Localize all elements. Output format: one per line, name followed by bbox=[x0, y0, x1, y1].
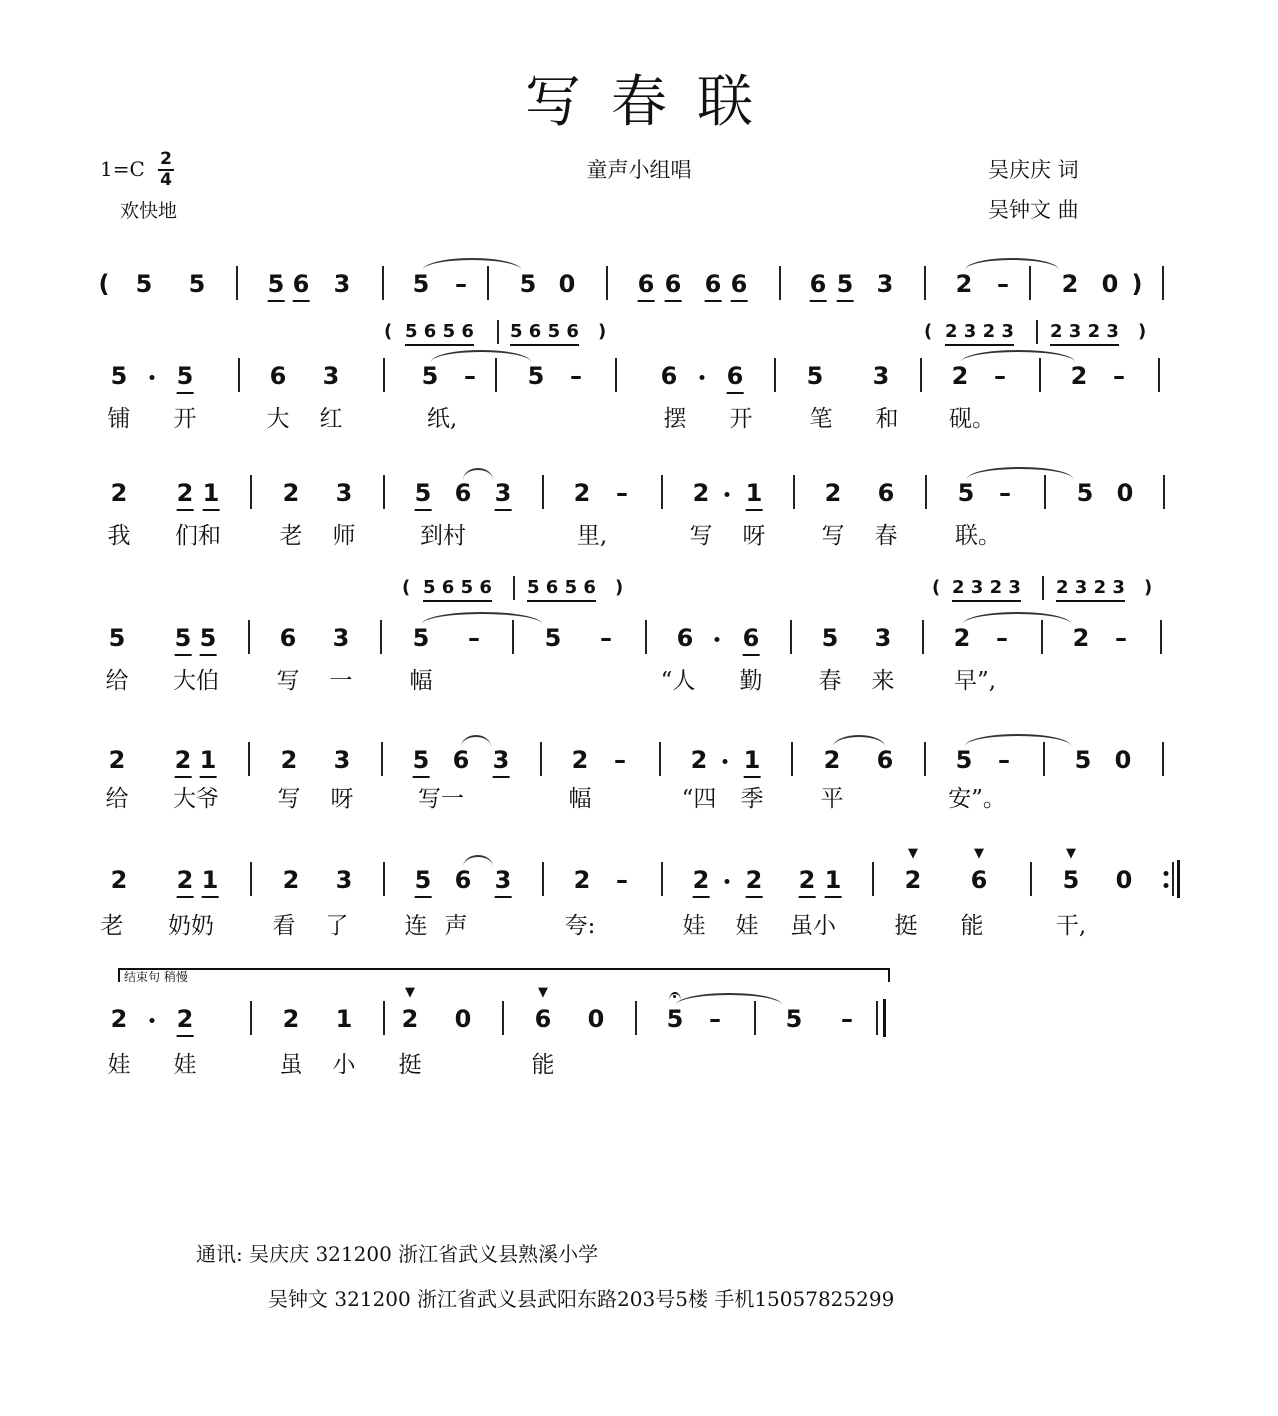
aug-dot bbox=[723, 759, 728, 764]
lyric: 和 bbox=[875, 406, 899, 432]
barline bbox=[502, 1001, 504, 1035]
note: 1 bbox=[203, 478, 220, 511]
lyric: 幅 bbox=[409, 668, 433, 694]
note: 0 bbox=[1115, 866, 1133, 894]
note: 3 bbox=[333, 270, 351, 298]
composer-credit: 吴钟文 曲 bbox=[988, 198, 1079, 222]
lyric: 砚。 bbox=[949, 406, 995, 432]
slur bbox=[463, 855, 493, 867]
lyric: 一 bbox=[329, 668, 353, 694]
barline bbox=[487, 266, 489, 300]
note: 5 bbox=[544, 624, 562, 652]
barline bbox=[876, 1001, 878, 1035]
note: 3 bbox=[495, 478, 512, 511]
note: 5 bbox=[110, 362, 128, 390]
note: 6 bbox=[638, 269, 655, 302]
lyric: “人 bbox=[660, 668, 696, 694]
contact-line-1: 通讯: 吴庆庆 321200 浙江省武义县熟溪小学 bbox=[196, 1242, 599, 1266]
dash: – bbox=[570, 362, 582, 390]
barline bbox=[250, 1001, 252, 1035]
dash: – bbox=[468, 624, 480, 652]
note: 2 bbox=[175, 745, 192, 778]
lyric: 摆 bbox=[663, 406, 687, 432]
dash: – bbox=[996, 624, 1008, 652]
note: 1 bbox=[200, 745, 217, 778]
barline bbox=[383, 475, 385, 509]
barline bbox=[248, 620, 250, 654]
fill-group: 5 6 5 6 bbox=[423, 576, 492, 602]
note: 2 bbox=[282, 479, 300, 507]
lyric: 呀 bbox=[742, 523, 766, 549]
note: 2 bbox=[177, 865, 194, 898]
note: 2 bbox=[110, 1005, 128, 1033]
note: 5 bbox=[188, 270, 206, 298]
note: 3 bbox=[322, 362, 340, 390]
lyric: “四 bbox=[681, 786, 717, 812]
fill-paren: ) bbox=[598, 321, 607, 342]
lyric: 勤 bbox=[739, 668, 763, 694]
note: 3 bbox=[493, 745, 510, 778]
tie bbox=[961, 350, 1075, 362]
barline bbox=[236, 266, 238, 300]
lyric: 娃 bbox=[173, 1052, 197, 1078]
lyric: 能 bbox=[531, 1052, 555, 1078]
barline bbox=[872, 862, 874, 896]
lyric: 开 bbox=[729, 406, 753, 432]
lyric: 写一 bbox=[418, 786, 464, 812]
barline bbox=[1158, 358, 1160, 392]
note: 6 bbox=[705, 269, 722, 302]
note: 5 bbox=[527, 362, 545, 390]
note: 1 bbox=[825, 865, 842, 898]
accent-mark: ▼ bbox=[538, 985, 548, 1000]
lyric: 开 bbox=[173, 406, 197, 432]
note: 0 bbox=[1101, 270, 1119, 298]
note: 5 bbox=[1076, 479, 1094, 507]
note: 5 bbox=[821, 624, 839, 652]
note: 5 bbox=[108, 624, 126, 652]
note: 5 bbox=[1074, 746, 1092, 774]
lyric: 红 bbox=[319, 406, 343, 432]
note: 5 bbox=[1062, 866, 1080, 894]
barline bbox=[383, 1001, 385, 1035]
barline bbox=[661, 475, 663, 509]
lyric: 干, bbox=[1055, 913, 1087, 939]
barline bbox=[1044, 475, 1046, 509]
note: 2 bbox=[282, 1005, 300, 1033]
fill-paren: ( bbox=[402, 577, 411, 598]
dash: – bbox=[997, 270, 1009, 298]
note: 2 bbox=[573, 866, 591, 894]
note: 2 bbox=[280, 746, 298, 774]
lyric: 挺 bbox=[894, 913, 918, 939]
note: 1 bbox=[744, 745, 761, 778]
aug-dot bbox=[150, 375, 155, 380]
fill-paren: ) bbox=[615, 577, 624, 598]
lyric: 能 bbox=[960, 913, 984, 939]
lyric: 娃 bbox=[107, 1052, 131, 1078]
lyric: 来 bbox=[871, 668, 895, 694]
tie bbox=[422, 612, 542, 624]
lyric: 娃 bbox=[682, 913, 706, 939]
note: 6 bbox=[970, 866, 988, 894]
barline bbox=[774, 358, 776, 392]
slur bbox=[463, 468, 493, 480]
lyric: 春 bbox=[818, 668, 842, 694]
tie bbox=[676, 993, 782, 1005]
repeat-dot bbox=[1164, 883, 1169, 888]
time-denominator: 4 bbox=[158, 169, 174, 190]
barline bbox=[635, 1001, 637, 1035]
accent-mark: ▼ bbox=[974, 846, 984, 861]
note: 5 bbox=[957, 479, 975, 507]
barline bbox=[542, 475, 544, 509]
lyric: 写 bbox=[689, 523, 713, 549]
lyric: 平 bbox=[820, 786, 844, 812]
lyric: 幅 bbox=[568, 786, 592, 812]
tie bbox=[963, 612, 1071, 624]
note: 3 bbox=[874, 624, 892, 652]
barline bbox=[381, 742, 383, 776]
note: 0 bbox=[1114, 746, 1132, 774]
fill-barline bbox=[1036, 320, 1038, 344]
note: 2 bbox=[823, 746, 841, 774]
note: 5 bbox=[837, 269, 854, 302]
note: 5 bbox=[785, 1005, 803, 1033]
note: 5 bbox=[421, 362, 439, 390]
note: 3 bbox=[335, 479, 353, 507]
barline bbox=[382, 266, 384, 300]
barline bbox=[925, 475, 927, 509]
final-barline bbox=[883, 999, 886, 1037]
note: 5 bbox=[135, 270, 153, 298]
repeat-dot bbox=[1164, 871, 1169, 876]
lyric: 老 bbox=[100, 913, 124, 939]
note: 6 bbox=[876, 746, 894, 774]
note: 6 bbox=[731, 269, 748, 302]
barline bbox=[1030, 862, 1032, 896]
note: 6 bbox=[877, 479, 895, 507]
barline bbox=[1162, 266, 1164, 300]
slur bbox=[833, 735, 885, 747]
note: 0 bbox=[454, 1005, 472, 1033]
note: 5 bbox=[412, 624, 430, 652]
note: 0 bbox=[1116, 479, 1134, 507]
accent-mark: ▼ bbox=[405, 985, 415, 1000]
note: 2 bbox=[951, 362, 969, 390]
barline bbox=[542, 862, 544, 896]
note: 2 bbox=[571, 746, 589, 774]
fill-barline bbox=[513, 576, 515, 600]
barline bbox=[661, 862, 663, 896]
note: 2 bbox=[692, 479, 710, 507]
lyric: 小 bbox=[332, 1052, 356, 1078]
dash: – bbox=[614, 746, 626, 774]
song-title: 写春联 bbox=[525, 70, 783, 135]
lyric: 给 bbox=[105, 668, 129, 694]
lyric: 笔 bbox=[809, 406, 833, 432]
lyric: 老 bbox=[279, 523, 303, 549]
note: 5 bbox=[415, 478, 432, 511]
lyric: 安”。 bbox=[948, 786, 1006, 812]
lyric: 联。 bbox=[955, 523, 1001, 549]
lyric: 写 bbox=[277, 786, 301, 812]
accent-mark: ▼ bbox=[908, 846, 918, 861]
note: 6 bbox=[452, 746, 470, 774]
note: 2 bbox=[177, 1004, 194, 1037]
lyric: 写 bbox=[276, 668, 300, 694]
ending-bracket bbox=[118, 968, 890, 982]
repeat-barline bbox=[1177, 860, 1180, 898]
dash: – bbox=[1115, 624, 1127, 652]
note: 6 bbox=[676, 624, 694, 652]
lyric: 们和 bbox=[175, 523, 221, 549]
aug-dot bbox=[725, 492, 730, 497]
fill-paren: ) bbox=[1144, 577, 1153, 598]
note: 6 bbox=[269, 362, 287, 390]
lyric: 大 bbox=[266, 406, 290, 432]
lyric: 了 bbox=[325, 913, 349, 939]
lyric: 给 bbox=[105, 786, 129, 812]
barline bbox=[659, 742, 661, 776]
barline bbox=[495, 358, 497, 392]
note: 6 bbox=[454, 866, 472, 894]
note: 5 bbox=[415, 865, 432, 898]
note: 2 bbox=[904, 866, 922, 894]
barline bbox=[1160, 620, 1162, 654]
barline bbox=[540, 742, 542, 776]
lyric: 早”, bbox=[953, 668, 997, 694]
dash: – bbox=[464, 362, 476, 390]
barline bbox=[250, 862, 252, 896]
note: 1 bbox=[202, 865, 219, 898]
lyric: 挺 bbox=[398, 1052, 422, 1078]
barline bbox=[1172, 862, 1174, 896]
performer-note: 童声小组唱 bbox=[586, 158, 692, 182]
barline bbox=[512, 620, 514, 654]
barline bbox=[1163, 475, 1165, 509]
barline bbox=[238, 358, 240, 392]
barline bbox=[790, 620, 792, 654]
tie bbox=[431, 350, 531, 362]
barline bbox=[924, 742, 926, 776]
barline bbox=[380, 620, 382, 654]
note: 6 bbox=[665, 269, 682, 302]
note: 5 bbox=[177, 361, 194, 394]
note: 6 bbox=[743, 623, 760, 656]
note: 5 bbox=[412, 270, 430, 298]
barline bbox=[924, 266, 926, 300]
note: 2 bbox=[282, 866, 300, 894]
fill-paren: ( bbox=[384, 321, 393, 342]
lyric: 看 bbox=[272, 913, 296, 939]
fill-group: 2 3 2 3 bbox=[945, 320, 1014, 346]
note: 2 bbox=[690, 746, 708, 774]
note: 2 bbox=[799, 865, 816, 898]
barline bbox=[248, 742, 250, 776]
barline bbox=[791, 742, 793, 776]
note: 3 bbox=[335, 866, 353, 894]
note: 2 bbox=[573, 479, 591, 507]
lyric: 铺 bbox=[107, 406, 131, 432]
lyric: 大爷 bbox=[173, 786, 219, 812]
dash: – bbox=[600, 624, 612, 652]
fill-barline bbox=[497, 320, 499, 344]
note: ) bbox=[1131, 270, 1143, 298]
note: 2 bbox=[110, 479, 128, 507]
barline bbox=[645, 620, 647, 654]
barline bbox=[606, 266, 608, 300]
fill-paren: ( bbox=[932, 577, 941, 598]
note: 2 bbox=[108, 746, 126, 774]
accent-mark: ▼ bbox=[1066, 846, 1076, 861]
note: 2 bbox=[1072, 624, 1090, 652]
note: 2 bbox=[110, 866, 128, 894]
lyric: 里, bbox=[576, 523, 608, 549]
barline bbox=[1039, 358, 1041, 392]
fill-group: 5 6 5 6 bbox=[527, 576, 596, 602]
dash: – bbox=[999, 479, 1011, 507]
dash: – bbox=[616, 866, 628, 894]
lyric: 春 bbox=[874, 523, 898, 549]
note: 5 bbox=[666, 1005, 684, 1033]
note: 5 bbox=[955, 746, 973, 774]
contact-line-2: 吴钟文 321200 浙江省武义县武阳东路203号5楼 手机15057825299 bbox=[268, 1287, 895, 1311]
lyric: 奶奶 bbox=[168, 913, 214, 939]
barline bbox=[920, 358, 922, 392]
lyric: 写 bbox=[821, 523, 845, 549]
tie bbox=[965, 734, 1071, 746]
note: 2 bbox=[177, 478, 194, 511]
note: 6 bbox=[660, 362, 678, 390]
note: 6 bbox=[727, 361, 744, 394]
lyric: 声 bbox=[444, 913, 468, 939]
barline bbox=[615, 358, 617, 392]
note: 6 bbox=[810, 269, 827, 302]
note: 3 bbox=[333, 746, 351, 774]
tie bbox=[423, 258, 521, 270]
note: 2 bbox=[401, 1005, 419, 1033]
note: 2 bbox=[1070, 362, 1088, 390]
tempo-marking: 欢快地 bbox=[120, 200, 178, 222]
lyric: 连 bbox=[404, 913, 428, 939]
note: 1 bbox=[746, 478, 763, 511]
note: ( bbox=[98, 270, 110, 298]
barline bbox=[383, 358, 385, 392]
note: 0 bbox=[587, 1005, 605, 1033]
dash: – bbox=[994, 362, 1006, 390]
time-numerator: 2 bbox=[160, 149, 172, 169]
fill-barline bbox=[1042, 576, 1044, 600]
note: 3 bbox=[876, 270, 894, 298]
barline bbox=[1043, 742, 1045, 776]
note: 5 bbox=[413, 745, 430, 778]
note: 6 bbox=[534, 1005, 552, 1033]
note: 3 bbox=[872, 362, 890, 390]
note: 5 bbox=[268, 269, 285, 302]
barline bbox=[383, 862, 385, 896]
lyric: 到村 bbox=[420, 523, 466, 549]
fill-group: 5 6 5 6 bbox=[405, 320, 474, 346]
note: 6 bbox=[279, 624, 297, 652]
fill-paren: ( bbox=[924, 321, 933, 342]
note: 3 bbox=[495, 865, 512, 898]
note: 2 bbox=[955, 270, 973, 298]
barline bbox=[1162, 742, 1164, 776]
lyricist-credit: 吴庆庆 词 bbox=[988, 158, 1079, 182]
dash: – bbox=[616, 479, 628, 507]
note: 5 bbox=[200, 623, 217, 656]
note: 5 bbox=[175, 623, 192, 656]
lyric: 纸, bbox=[426, 406, 458, 432]
fill-group: 2 3 2 3 bbox=[1050, 320, 1119, 346]
note: 2 bbox=[746, 865, 763, 898]
fill-group: 2 3 2 3 bbox=[952, 576, 1021, 602]
note: 2 bbox=[1061, 270, 1079, 298]
note: 5 bbox=[519, 270, 537, 298]
aug-dot bbox=[150, 1018, 155, 1023]
dash: – bbox=[841, 1005, 853, 1033]
dash: – bbox=[998, 746, 1010, 774]
tie bbox=[965, 258, 1059, 270]
note: 1 bbox=[335, 1005, 353, 1033]
note: 2 bbox=[693, 865, 710, 898]
note: 5 bbox=[806, 362, 824, 390]
aug-dot bbox=[700, 375, 705, 380]
barline bbox=[793, 475, 795, 509]
fill-paren: ) bbox=[1138, 321, 1147, 342]
barline bbox=[754, 1001, 756, 1035]
note: 2 bbox=[953, 624, 971, 652]
fill-group: 2 3 2 3 bbox=[1056, 576, 1125, 602]
ending-label: 结束句 稍慢 bbox=[124, 970, 188, 984]
note: 6 bbox=[293, 269, 310, 302]
aug-dot bbox=[725, 879, 730, 884]
lyric: 虽 bbox=[279, 1052, 303, 1078]
dash: – bbox=[709, 1005, 721, 1033]
lyric: 季 bbox=[740, 786, 764, 812]
lyric: 我 bbox=[107, 523, 131, 549]
dash: – bbox=[455, 270, 467, 298]
lyric: 师 bbox=[332, 523, 356, 549]
key-signature: 1=C bbox=[100, 157, 145, 181]
note: 2 bbox=[824, 479, 842, 507]
lyric: 娃 bbox=[735, 913, 759, 939]
barline bbox=[922, 620, 924, 654]
aug-dot bbox=[715, 637, 720, 642]
fill-group: 5 6 5 6 bbox=[510, 320, 579, 346]
barline bbox=[1041, 620, 1043, 654]
lyric: 虽小 bbox=[790, 913, 836, 939]
tie bbox=[967, 467, 1073, 479]
note: 6 bbox=[454, 479, 472, 507]
lyric: 呀 bbox=[330, 786, 354, 812]
lyric: 大伯 bbox=[173, 668, 219, 694]
note: 3 bbox=[332, 624, 350, 652]
barline bbox=[779, 266, 781, 300]
lyric: 夸: bbox=[564, 913, 596, 939]
barline bbox=[250, 475, 252, 509]
barline bbox=[1029, 266, 1031, 300]
dash: – bbox=[1113, 362, 1125, 390]
slur bbox=[461, 735, 491, 747]
note: 0 bbox=[558, 270, 576, 298]
